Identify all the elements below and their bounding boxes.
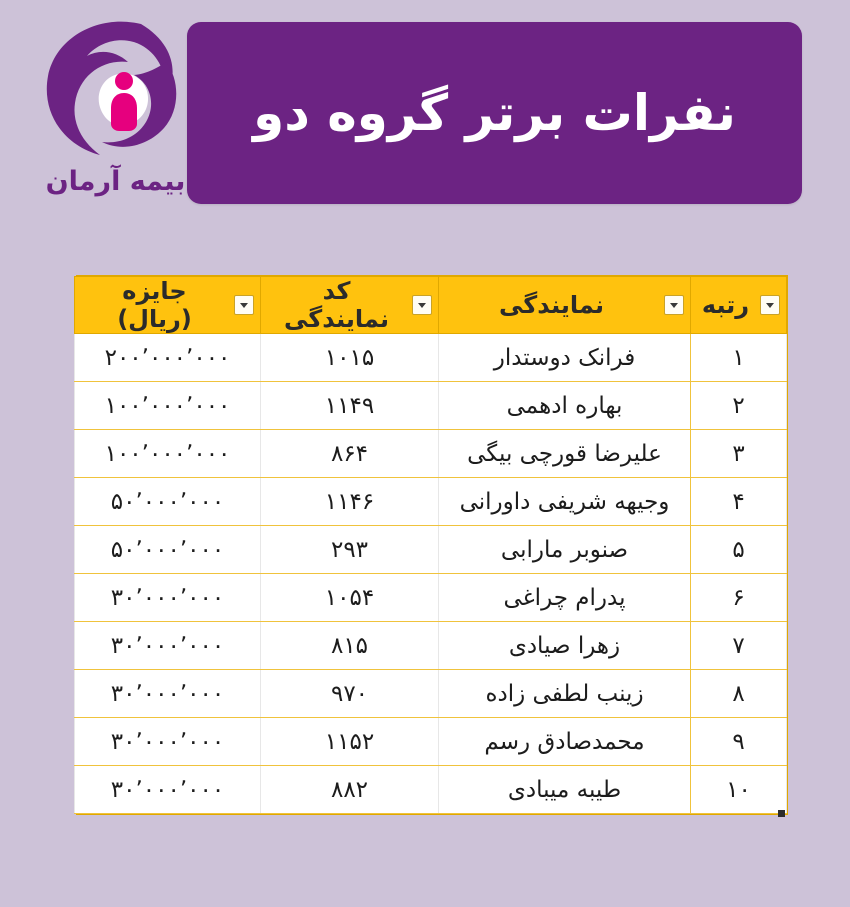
cell-agency-code: ۲۹۳ bbox=[261, 526, 439, 574]
cell-agency: زینب لطفی زاده bbox=[439, 670, 691, 718]
cell-rank: ۳ bbox=[691, 430, 787, 478]
table-row bbox=[75, 670, 787, 718]
column-header-rank[interactable] bbox=[691, 277, 787, 334]
cell-prize: ۳۰٬۰۰۰٬۰۰۰ bbox=[75, 718, 261, 766]
cell-prize: ۱۰۰٬۰۰۰٬۰۰۰ bbox=[75, 430, 261, 478]
filter-dropdown-icon-prize[interactable] bbox=[234, 295, 254, 315]
company-logo bbox=[28, 18, 203, 218]
title-banner bbox=[187, 22, 802, 204]
cell-prize: ۵۰٬۰۰۰٬۰۰۰ bbox=[75, 478, 261, 526]
cell-rank: ۱۰ bbox=[691, 766, 787, 814]
cell-agency: محمدصادق رسم bbox=[439, 718, 691, 766]
swirl-person-logo-icon bbox=[38, 18, 188, 166]
table-row bbox=[75, 430, 787, 478]
column-header-agency-code-label: کد نمایندگی bbox=[283, 277, 390, 333]
cell-agency-code: ۱۱۴۹ bbox=[261, 382, 439, 430]
cell-rank: ۵ bbox=[691, 526, 787, 574]
table-row bbox=[75, 526, 787, 574]
column-header-prize[interactable] bbox=[75, 277, 261, 334]
cell-agency: پدرام چراغی bbox=[439, 574, 691, 622]
table-row bbox=[75, 718, 787, 766]
cell-prize: ۱۰۰٬۰۰۰٬۰۰۰ bbox=[75, 382, 261, 430]
cell-agency-code: ۱۱۴۶ bbox=[261, 478, 439, 526]
cell-agency-code: ۸۱۵ bbox=[261, 622, 439, 670]
cell-agency: فرانک دوستدار bbox=[439, 334, 691, 382]
cell-agency-code: ۸۶۴ bbox=[261, 430, 439, 478]
cell-rank: ۶ bbox=[691, 574, 787, 622]
filter-dropdown-icon-agency[interactable] bbox=[664, 295, 684, 315]
cell-prize: ۳۰٬۰۰۰٬۰۰۰ bbox=[75, 670, 261, 718]
cell-agency-code: ۱۰۵۴ bbox=[261, 574, 439, 622]
cell-rank: ۴ bbox=[691, 478, 787, 526]
cell-rank: ۹ bbox=[691, 718, 787, 766]
column-header-rank-label: رتبه bbox=[701, 291, 750, 319]
cell-prize: ۲۰۰٬۰۰۰٬۰۰۰ bbox=[75, 334, 261, 382]
table-row bbox=[75, 334, 787, 382]
column-header-agency-label: نمایندگی bbox=[498, 291, 605, 319]
cell-prize: ۳۰٬۰۰۰٬۰۰۰ bbox=[75, 766, 261, 814]
cell-agency: علیرضا قورچی بیگی bbox=[439, 430, 691, 478]
table-row bbox=[75, 622, 787, 670]
filter-dropdown-icon-agency-code[interactable] bbox=[412, 295, 432, 315]
cell-rank: ۷ bbox=[691, 622, 787, 670]
table-header-row bbox=[75, 277, 787, 334]
table-corner-marker bbox=[778, 810, 785, 817]
cell-agency: صنوبر مارابی bbox=[439, 526, 691, 574]
table-row bbox=[75, 382, 787, 430]
column-header-agency-code[interactable] bbox=[261, 277, 439, 334]
ranking-table bbox=[74, 276, 787, 814]
cell-agency-code: ۱۱۵۲ bbox=[261, 718, 439, 766]
table-row bbox=[75, 574, 787, 622]
cell-prize: ۵۰٬۰۰۰٬۰۰۰ bbox=[75, 526, 261, 574]
filter-dropdown-icon-rank[interactable] bbox=[760, 295, 780, 315]
cell-rank: ۸ bbox=[691, 670, 787, 718]
cell-agency: وجیهه شریفی داورانی bbox=[439, 478, 691, 526]
cell-agency: زهرا صیادی bbox=[439, 622, 691, 670]
cell-rank: ۲ bbox=[691, 382, 787, 430]
column-header-prize-label: جایزه (ریال) bbox=[117, 277, 192, 333]
column-header-agency[interactable] bbox=[439, 277, 691, 334]
ranking-table-container bbox=[76, 275, 788, 815]
cell-rank: ۱ bbox=[691, 334, 787, 382]
table-row bbox=[75, 766, 787, 814]
cell-agency: بهاره ادهمی bbox=[439, 382, 691, 430]
page-title: نفرات برتر گروه دو bbox=[253, 84, 736, 142]
company-name: بیمه آرمان bbox=[45, 166, 186, 197]
cell-agency-code: ۱۰۱۵ bbox=[261, 334, 439, 382]
cell-agency: طیبه میبادی bbox=[439, 766, 691, 814]
cell-agency-code: ۹۷۰ bbox=[261, 670, 439, 718]
header bbox=[0, 22, 850, 222]
cell-agency-code: ۸۸۲ bbox=[261, 766, 439, 814]
table-row bbox=[75, 478, 787, 526]
cell-prize: ۳۰٬۰۰۰٬۰۰۰ bbox=[75, 622, 261, 670]
cell-prize: ۳۰٬۰۰۰٬۰۰۰ bbox=[75, 574, 261, 622]
table-body bbox=[75, 334, 787, 814]
